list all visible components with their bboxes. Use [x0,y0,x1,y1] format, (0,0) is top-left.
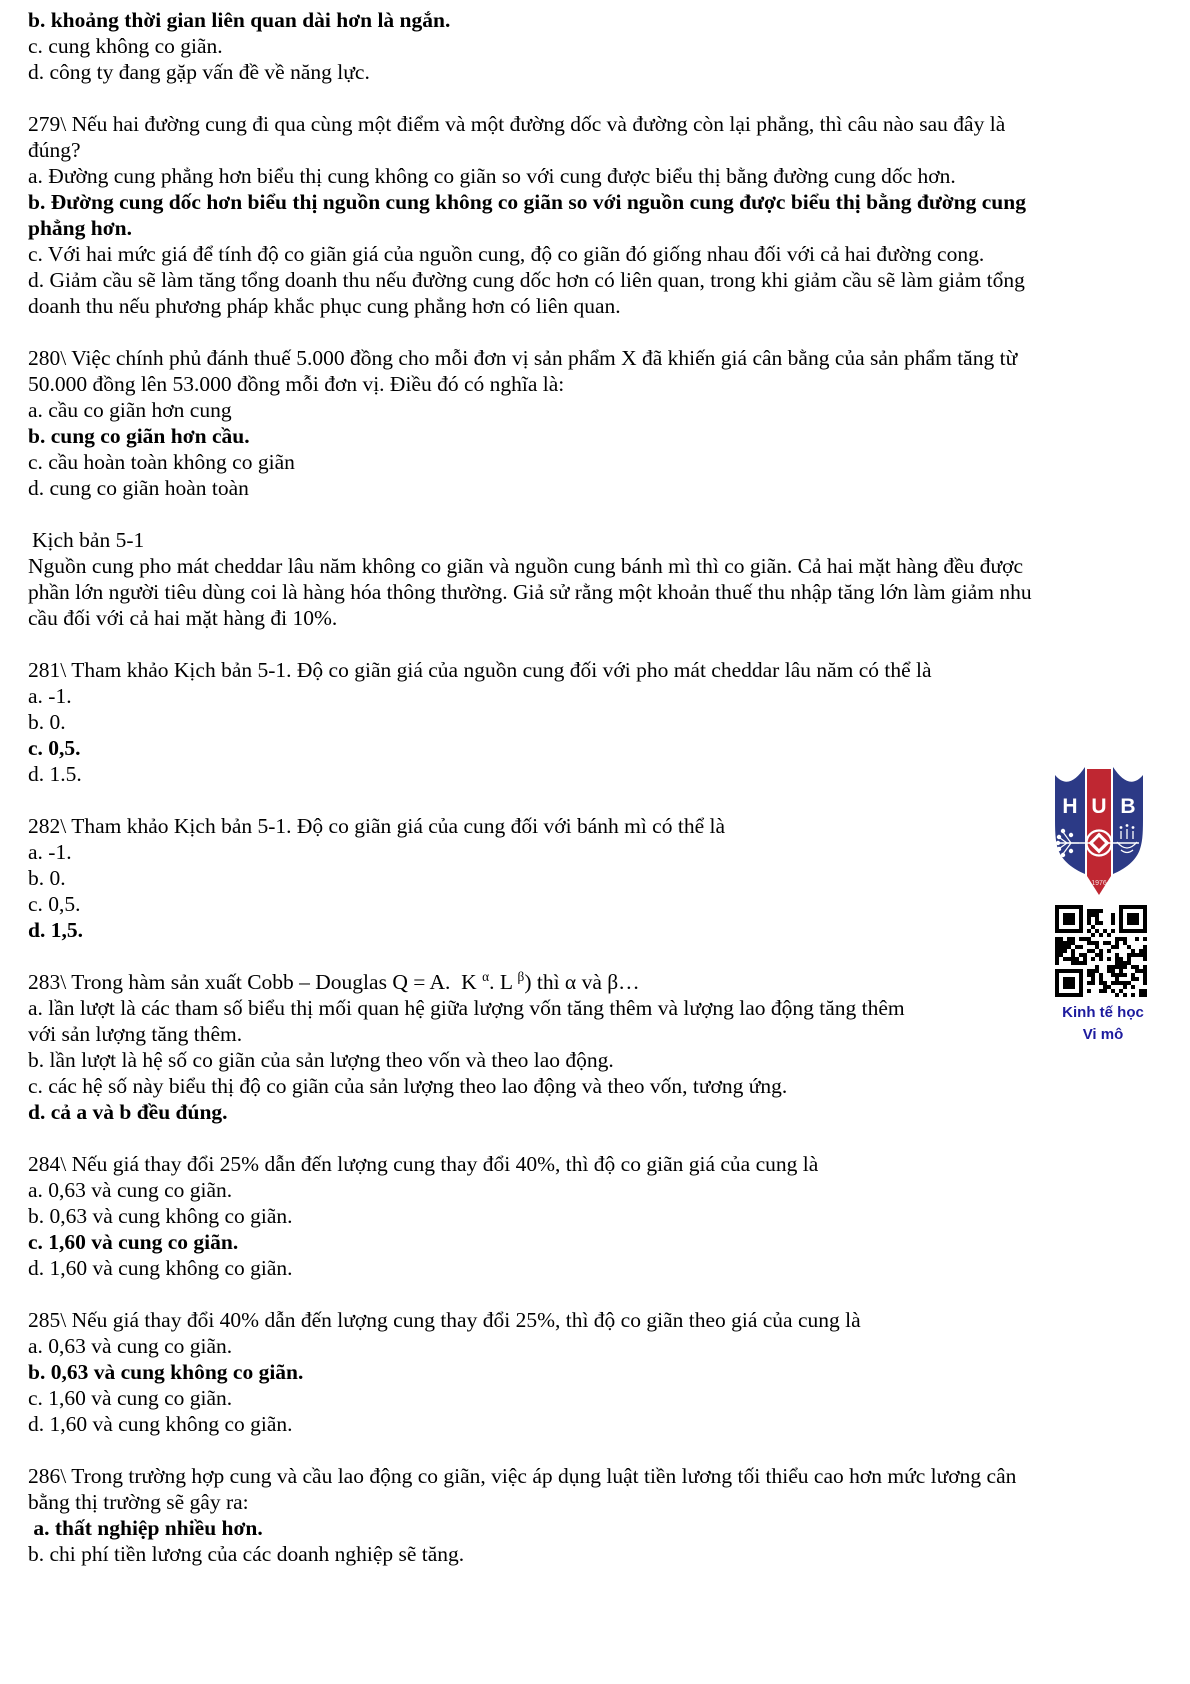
text-line: 279\ Nếu hai đường cung đi qua cùng một điểm và một đường dốc và đường còn lại phẳng, thì câu nào sau đây là [28,112,1006,136]
text-line: a. 0,63 và cung co giãn. [28,1178,233,1202]
text-line: phần lớn người tiêu dùng coi là hàng hóa thông thường. Giả sử rằng một khoản thuế thu nhập tăng lớn làm giảm nhu [28,580,1032,604]
text-line: a. -1. [28,684,72,708]
text-line: a. -1. [28,840,72,864]
text-line: Kịch bản 5-1 [32,528,145,552]
text-line: a. Đường cung phẳng hơn biểu thị cung không co giãn so với cung được biểu thị bằng đường cung dốc hơn. [28,164,956,188]
text-line: b. lần lượt là hệ số co giãn của sản lượng theo vốn và theo lao động. [28,1048,614,1072]
question-block [28,969,1158,1125]
logo-right-panel [1113,767,1143,874]
text-line: 286\ Trong trường hợp cung và cầu lao động co giãn, việc áp dụng luật tiền lương tối thiểu cao hơn mức lương cân [28,1464,1017,1488]
text-line: d. công ty đang gặp vấn đề về năng lực. [28,60,370,84]
text-line: d. cung co giãn hoàn toàn [28,476,249,500]
logo-coin-emblem [1087,831,1112,856]
course-caption-line1: Kinh tế học [1062,1004,1144,1021]
text-line: a. thất nghiệp nhiều hơn. [28,1516,263,1540]
text-line: c. cầu hoàn toàn không co giãn [28,450,295,474]
logo-year: 1976 [1091,880,1107,887]
text-line: 284\ Nếu giá thay đổi 25% dẫn đến lượng cung thay đổi 40%, thì độ co giãn giá của cung là [28,1152,819,1176]
qr-code [1055,905,1147,997]
text-line: đúng? [28,138,81,162]
text-line: d. Giảm cầu sẽ làm tăng tổng doanh thu nếu đường cung dốc hơn có liên quan, trong khi giảm cầu sẽ làm giảm tổng [28,268,1025,292]
text-line: d. 1,60 và cung không co giãn. [28,1256,293,1280]
logo-left-panel [1055,767,1085,874]
text-line: c. 1,60 và cung co giãn. [28,1230,239,1254]
text-line: d. 1,5. [28,918,83,942]
course-caption-line2: Vi mô [1082,1026,1124,1043]
text-line: 280\ Việc chính phủ đánh thuế 5.000 đồng cho mỗi đơn vị sản phẩm X đã khiến giá cân bằng của sản phẩm tăng từ [28,346,1018,370]
course-caption [1038,1002,1168,1046]
text-line: b. 0,63 và cung không co giãn. [28,1204,293,1228]
text-line: d. 1,60 và cung không co giãn. [28,1412,293,1436]
text-line: b. cung co giãn hơn cầu. [28,424,250,448]
question-block [28,1307,1158,1437]
text-line: 285\ Nếu giá thay đổi 40% dẫn đến lượng cung thay đổi 25%, thì độ co giãn theo giá của cung là [28,1308,861,1332]
text-line: 283\ Trong hàm sản xuất Cobb – Douglas Q = A. K $^\alpha$. L $^\beta$) thì α và β… [28,968,640,994]
question-block [28,1463,1158,1567]
text-line: c. các hệ số này biểu thị độ co giãn của sản lượng theo lao động và theo vốn, tương ứng. [28,1074,788,1098]
text-line: 282\ Tham khảo Kịch bản 5-1. Độ co giãn giá của cung đối với bánh mì có thể là [28,814,726,838]
text-line: c. cung không co giãn. [28,34,223,58]
text-line: d. 1.5. [28,762,82,786]
question-block [28,527,1158,631]
text-line: b. chi phí tiền lương của các doanh nghiệp sẽ tăng. [28,1542,465,1566]
logo-letter-u: U [1091,795,1107,818]
text-line: b. 0. [28,866,66,890]
text-line: cầu đối với cả hai mặt hàng đi 10%. [28,606,338,630]
hub-logo-graphic [1051,760,1147,900]
text-line: phẳng hơn. [28,216,132,240]
question-block [28,111,1158,319]
logo-letter-b: B [1120,795,1136,818]
text-line: bằng thị trường sẽ gây ra: [28,1490,249,1514]
text-line: c. Với hai mức giá để tính độ co giãn giá của nguồn cung, độ co giãn đó giống nhau đối với cả hai đường cong. [28,242,985,266]
text-line: c. 1,60 và cung co giãn. [28,1386,233,1410]
text-line: a. cầu co giãn hơn cung [28,398,232,422]
question-block [28,7,1158,85]
question-block [28,345,1158,501]
text-line: c. 0,5. [28,892,81,916]
text-line: b. Đường cung dốc hơn biểu thị nguồn cung không co giãn so với nguồn cung được biểu thị bằng đường cung [28,190,1026,214]
text-line: b. 0. [28,710,66,734]
question-block [28,1151,1158,1281]
text-line: a. 0,63 và cung co giãn. [28,1334,233,1358]
text-line: b. 0,63 và cung không co giãn. [28,1360,304,1384]
document-content [28,7,1158,1567]
question-block [28,657,1158,787]
logo-center-column [1087,769,1111,895]
text-line: c. 0,5. [28,736,81,760]
text-line: 281\ Tham khảo Kịch bản 5-1. Độ co giãn giá của nguồn cung đối với pho mát cheddar lâu năm có thể là [28,658,932,682]
text-line: doanh thu nếu phương pháp khắc phục cung phẳng hơn có liên quan. [28,294,621,318]
text-line: Nguồn cung pho mát cheddar lâu năm không co giãn và nguồn cung bánh mì thì co giãn. Cả hai mặt hàng đều được [28,554,1024,578]
logo-letter-h: H [1062,795,1078,818]
qr-code-graphic [1055,905,1147,997]
text-line: với sản lượng tăng thêm. [28,1022,243,1046]
text-line: d. cả a và b đều đúng. [28,1100,228,1124]
question-block [28,813,1158,943]
text-line: b. khoảng thời gian liên quan dài hơn là ngắn. [28,8,451,32]
text-line: 50.000 đồng lên 53.000 đồng mỗi đơn vị. Điều đó có nghĩa là: [28,372,565,396]
hub-logo [1051,760,1147,900]
text-line: a. lần lượt là các tham số biểu thị mối quan hệ giữa lượng vốn tăng thêm và lượng lao động tăng thêm [28,996,905,1020]
